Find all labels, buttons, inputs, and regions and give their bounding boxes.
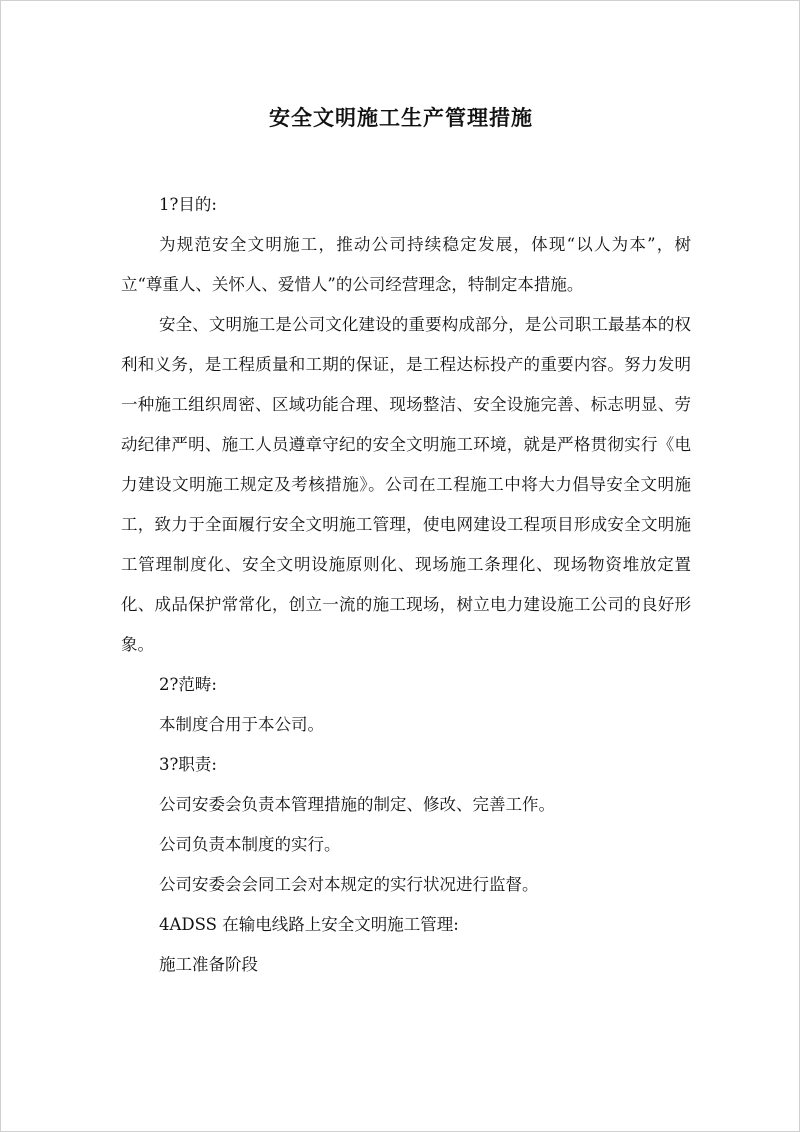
section-heading-scope: 2?范畴: [159, 675, 217, 694]
paragraph-responsibility-3: 公司安委会会同工会对本规定的实行状况进行监督。 [159, 875, 539, 894]
paragraph-scope: 本制度合用于本公司。 [159, 715, 324, 734]
section-heading-responsibilities: 3?职责: [159, 755, 217, 774]
paragraph-construction-prep: 施工准备阶段 [159, 955, 258, 974]
document-body [121, 185, 691, 985]
paragraph-responsibility-1: 公司安委会负责本管理措施的制定、修改、完善工作。 [159, 795, 555, 814]
section-heading-purpose: 1?目的: [159, 195, 217, 214]
paragraph-purpose-intro: 为规范安全文明施工，推动公司持续稳定发展，体现“以人为本”，树立“尊重人、关怀人、爱惜人”的公司经营理念，特制定本措施。 [121, 235, 691, 294]
document-title: 安全文明施工生产管理措施 [269, 105, 533, 130]
section-heading-adss-management: 4ADSS 在输电线路上安全文明施工管理: [159, 915, 459, 934]
paragraph-purpose-detail: 安全、文明施工是公司文化建设的重要构成部分，是公司职工最基本的权利和义务，是工程质量和工期的保证，是工程达标投产的重要内容。努力发明一种施工组织周密、区域功能合理、现场整洁、安全设施完善、标志明显、劳动纪律严明、施工人员遵章守纪的安全文明施工环境，就是严格贯彻实行《电力建设文明施工规定及考核措施》。公司在工程施工中将大力倡导安全文明施工，致力于全面履行安全文明施工管理，使电网建设工程项目形成安全文明施工管理制度化、安全文明设施原则化、现场施工条理化、现场物资堆放定置化、成品保护常常化，创立一流的施工现场，树立电力建设施工公司的良好形象。 [121, 315, 691, 654]
paragraph-responsibility-2: 公司负责本制度的实行。 [159, 835, 341, 854]
